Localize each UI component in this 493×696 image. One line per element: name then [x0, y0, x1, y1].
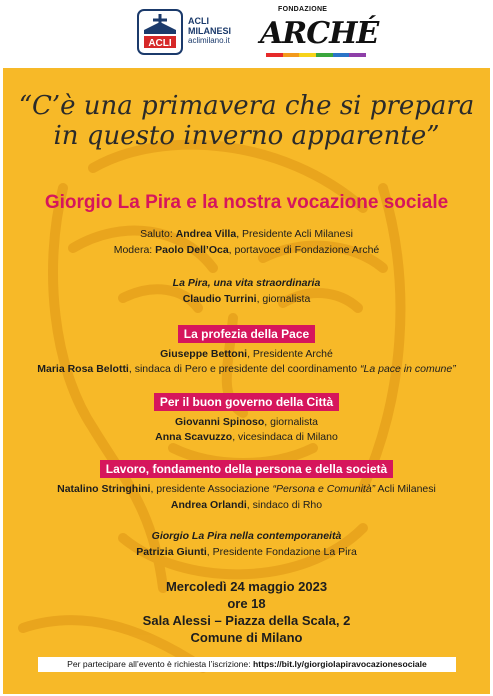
block5-speaker-name: Patrizia Giunti [136, 546, 207, 558]
block2-s2-italic: “La pace in comune” [360, 363, 456, 375]
saluto-line [3, 228, 490, 240]
block4-s1-tail: Acli Milanesi [375, 483, 436, 495]
block2-speaker-1 [3, 348, 490, 360]
block4-s1-name: Natalino Stringhini [57, 483, 151, 495]
event-date: Mercoledì 24 maggio 2023 [165, 579, 328, 594]
arche-color-segment [299, 53, 316, 57]
section-profezia [3, 325, 490, 343]
arche-logo [258, 6, 379, 60]
block3-s1-role: , giornalista [264, 416, 318, 428]
block4-s1-italic: “Persona e Comunità” [272, 483, 376, 495]
acli-name [188, 16, 231, 46]
section-buon-governo-label: Per il buon governo della Città [154, 393, 339, 411]
section-lavoro-label: Lavoro, fondamento della persona e della società [100, 460, 393, 478]
arche-color-bar [266, 53, 366, 57]
block1-speaker-name: Claudio Turrini [182, 293, 257, 305]
block3-s2-role: , vicesindaca di Milano [232, 431, 338, 443]
block5-heading [3, 530, 490, 542]
acli-name-line2: MILANESI [188, 26, 232, 36]
saluto-name: Andrea Villa [175, 228, 237, 240]
event-city: Comune di Milano [190, 630, 303, 645]
event-venue: Sala Alessi – Piazza della Scala, 2 [142, 613, 351, 628]
quote-line-1: “C’è una primavera che si prepara [18, 91, 475, 121]
saluto-role: , Presidente Acli Milanesi [236, 228, 353, 240]
saluto-label: Saluto: [140, 228, 176, 240]
event-time: ore 18 [227, 596, 266, 611]
block1-heading [3, 277, 490, 289]
block5-speaker [3, 546, 490, 558]
block3-s1-name: Giovanni Spinoso [175, 416, 265, 428]
arche-name: ARCHÉ [260, 16, 379, 51]
block2-s2-role: , sindaca di Pero e presidente del coordinamento [128, 363, 361, 375]
modera-line [3, 244, 490, 256]
block2-s1-role: , Presidente Arché [247, 348, 333, 360]
section-buon-governo [3, 393, 490, 411]
block3-s2-name: Anna Scavuzzo [155, 431, 233, 443]
arche-label: FONDAZIONE [278, 6, 328, 13]
block4-s1-role: , presidente Associazione [150, 483, 273, 495]
signup-text: Per partecipare all’evento è richiesta l’iscrizione: [67, 659, 253, 669]
block4-speaker-2 [3, 499, 490, 511]
block4-s2-role: , sindaco di Rho [246, 499, 323, 511]
poster [3, 68, 490, 694]
acli-logo-text: ACLI [148, 38, 172, 49]
block2-speaker-2 [3, 363, 490, 375]
block5-heading-text: Giorgio La Pira nella contemporaneità [151, 530, 342, 542]
block1-speaker [3, 293, 490, 305]
event-title: Giorgio La Pira e la nostra vocazione sociale [44, 192, 449, 213]
signup-banner [38, 657, 456, 672]
block3-speaker-2 [3, 431, 490, 443]
block3-speaker-1 [3, 416, 490, 428]
quote-line-2: in questo inverno apparente” [53, 121, 440, 151]
arche-color-segment [266, 53, 283, 57]
block2-s2-name: Maria Rosa Belotti [37, 363, 129, 375]
section-lavoro [3, 460, 490, 478]
header [0, 0, 493, 68]
arche-color-segment [283, 53, 300, 57]
signup-link[interactable]: https://bit.ly/giorgiolapiravocazionesociale [252, 659, 427, 669]
section-profezia-label: La profezia della Pace [178, 325, 315, 343]
modera-name: Paolo Dell’Oca [155, 244, 229, 256]
modera-role: , portavoce di Fondazione Arché [228, 244, 380, 256]
block4-speaker-1 [3, 483, 490, 495]
block4-s2-name: Andrea Orlandi [170, 499, 247, 511]
arche-color-segment [316, 53, 333, 57]
acli-logo [136, 8, 184, 56]
block5-speaker-role: , Presidente Fondazione La Pira [206, 546, 357, 558]
block2-s1-name: Giuseppe Bettoni [160, 348, 248, 360]
acli-name-line1: ACLI [188, 16, 209, 26]
block1-speaker-role: , giornalista [256, 293, 311, 305]
block1-heading-text: La Pira, una vita straordinaria [172, 277, 321, 289]
modera-label: Modera: [113, 244, 156, 256]
arche-color-segment [349, 53, 366, 57]
acli-site: aclimilano.it [188, 36, 230, 45]
arche-color-segment [333, 53, 350, 57]
